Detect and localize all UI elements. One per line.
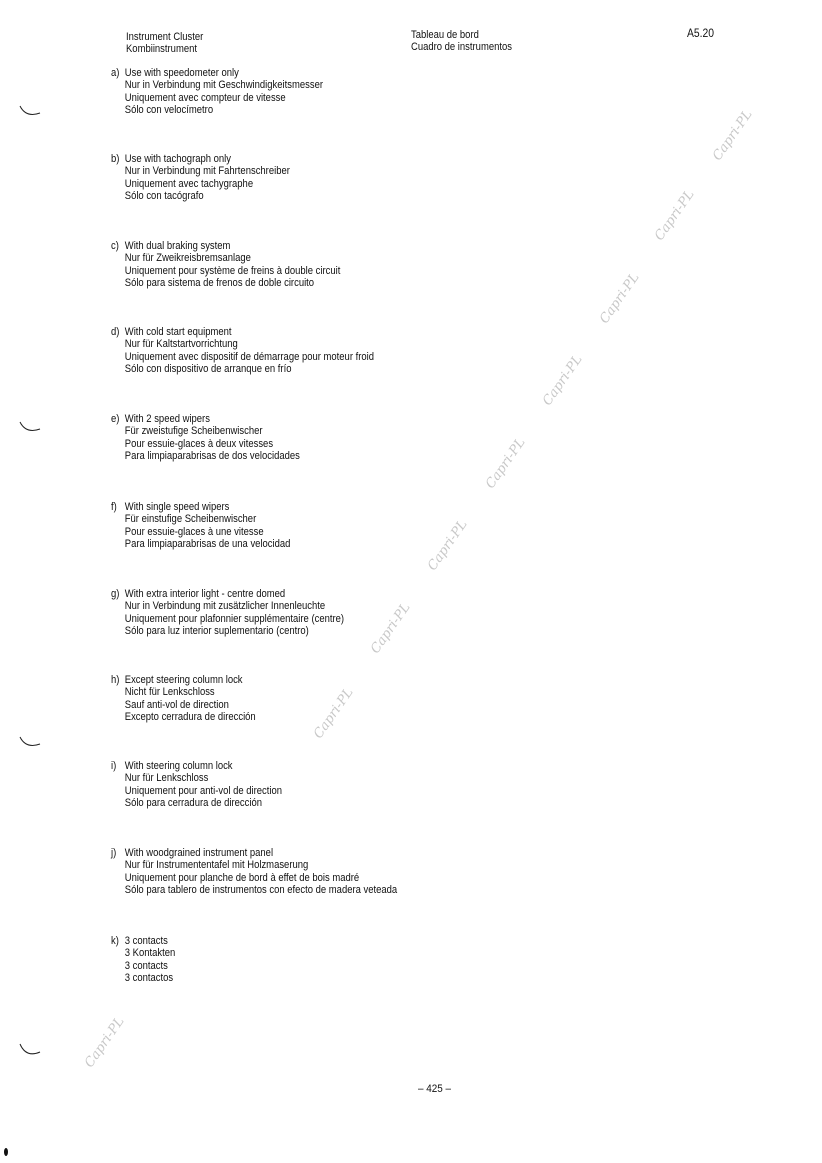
item-lines [125, 935, 175, 984]
header-title-de: Kombiinstrument [126, 43, 197, 55]
item-letter: a) [111, 67, 120, 79]
ink-spot [3, 1147, 9, 1157]
item-6 [111, 588, 344, 637]
item-9 [111, 847, 397, 896]
item-line: 3 contacts [124, 959, 168, 972]
item-lines [125, 413, 300, 462]
item-line: Para limpiaparabrisas de dos velocidades [124, 449, 300, 462]
item-letter: f) [111, 501, 117, 513]
item-line: Sólo para cerradura de dirección [124, 796, 263, 809]
item-line: Sólo con dispositivo de arranque en frío [124, 362, 292, 375]
punch-hole-mark [18, 104, 42, 118]
item-line: Nur für Zweikreisbremsanlage [124, 252, 251, 265]
item-lines [125, 240, 341, 289]
item-line: 3 contactos [124, 971, 174, 984]
item-5 [111, 501, 290, 550]
item-letter: e) [111, 413, 120, 425]
item-line: Nur für Instrumententafel mit Holzmaserung [124, 859, 309, 872]
item-line: Sólo con velocímetro [124, 103, 214, 116]
watermark-text: Capri-PL [710, 107, 756, 164]
item-8 [111, 760, 282, 809]
watermark-text: Capri-PL [483, 435, 529, 492]
item-letter: i) [111, 760, 117, 772]
item-lines [125, 326, 374, 375]
header-left-title [126, 31, 203, 55]
item-4 [111, 413, 300, 462]
item-line: With cold start equipment [124, 326, 232, 338]
page-number: – 425 – [418, 1083, 452, 1095]
item-line: Pour essuie-glaces à une vitesse [124, 525, 264, 538]
item-line: 3 Kontakten [124, 947, 176, 960]
item-7 [111, 674, 256, 723]
item-lines [125, 588, 344, 637]
header-title-es: Cuadro de instrumentos [411, 41, 512, 53]
item-letter: b) [111, 153, 120, 165]
item-line: Uniquement pour anti-vol de direction [124, 784, 282, 797]
item-lines [125, 67, 323, 116]
item-3 [111, 326, 374, 375]
item-line: Nur in Verbindung mit Geschwindigkeitsmesser [124, 79, 323, 92]
watermark-text: Capri-PL [311, 685, 357, 742]
watermark-text: Capri-PL [425, 517, 471, 574]
item-line: With 2 speed wipers [124, 413, 210, 425]
item-letter: c) [111, 240, 119, 252]
item-lines [125, 153, 290, 202]
item-letter: k) [111, 935, 119, 947]
watermark-text: Capri-PL [368, 600, 414, 657]
item-1 [111, 153, 290, 202]
item-line: Para limpiaparabrisas de una velocidad [124, 537, 291, 550]
punch-hole-mark [18, 420, 42, 434]
item-line: Uniquement pour système de freins à double circuit [124, 264, 341, 277]
item-line: Nicht für Lenkschloss [124, 686, 215, 699]
item-line: Sólo con tacógrafo [124, 189, 204, 202]
item-line: Uniquement pour planche de bord à effet de bois madré [124, 871, 360, 884]
item-lines [125, 674, 256, 723]
item-letter: g) [111, 588, 120, 600]
item-letter: h) [111, 674, 120, 686]
header-middle-title [411, 29, 512, 53]
item-line: With woodgrained instrument panel [124, 847, 274, 859]
item-line: Except steering column lock [124, 674, 243, 686]
item-line: Für zweistufige Scheibenwischer [124, 425, 263, 438]
item-letter: j) [111, 847, 117, 859]
item-line: With single speed wipers [124, 501, 230, 513]
punch-hole-mark [18, 735, 42, 749]
item-line: Sólo para luz interior suplementario (centro) [124, 624, 309, 637]
item-line: Nur in Verbindung mit Fahrtenschreiber [124, 165, 290, 178]
item-line: Use with tachograph only [124, 153, 231, 165]
item-line: With dual braking system [124, 240, 231, 252]
item-line: Pour essuie-glaces à deux vitesses [124, 437, 274, 450]
item-line: With extra interior light - centre domed [124, 588, 286, 600]
header-title-en: Instrument Cluster [126, 31, 204, 43]
watermark-text: Capri-PL [540, 352, 586, 409]
item-line: Nur in Verbindung mit zusätzlicher Innenleuchte [124, 600, 326, 613]
item-lines [125, 501, 291, 550]
item-line: Uniquement avec tachygraphe [124, 177, 254, 190]
item-line: Excepto cerradura de dirección [124, 710, 256, 723]
item-line: 3 contacts [124, 935, 168, 947]
item-line: Uniquement pour plafonnier supplémentaire (centre) [124, 612, 345, 625]
item-line: Nur für Kaltstartvorrichtung [124, 338, 238, 351]
header-title-fr: Tableau de bord [411, 29, 479, 41]
item-line: Nur für Lenkschloss [124, 772, 209, 785]
watermark-text: Capri-PL [652, 187, 698, 244]
punch-hole-mark [18, 1042, 42, 1058]
item-line: Für einstufige Scheibenwischer [124, 513, 257, 526]
item-letter: d) [111, 326, 120, 338]
item-lines [125, 760, 282, 809]
item-2 [111, 240, 340, 289]
watermark-text: Capri-PL [597, 270, 643, 327]
item-line: Use with speedometer only [124, 67, 239, 79]
item-line: With steering column lock [124, 760, 233, 772]
item-line: Uniquement avec dispositif de démarrage pour moteur froid [124, 350, 375, 363]
item-0 [111, 67, 323, 116]
item-line: Uniquement avec compteur de vitesse [124, 91, 286, 104]
watermark-text: Capri-PL [82, 1014, 128, 1071]
item-lines [125, 847, 397, 896]
item-10 [111, 935, 175, 984]
item-line: Sólo para sistema de frenos de doble circuito [124, 276, 315, 289]
item-line: Sauf anti-vol de direction [124, 698, 229, 711]
item-line: Sólo para tablero de instrumentos con efecto de madera veteada [124, 883, 398, 896]
section-code: A5.20 [687, 28, 715, 40]
